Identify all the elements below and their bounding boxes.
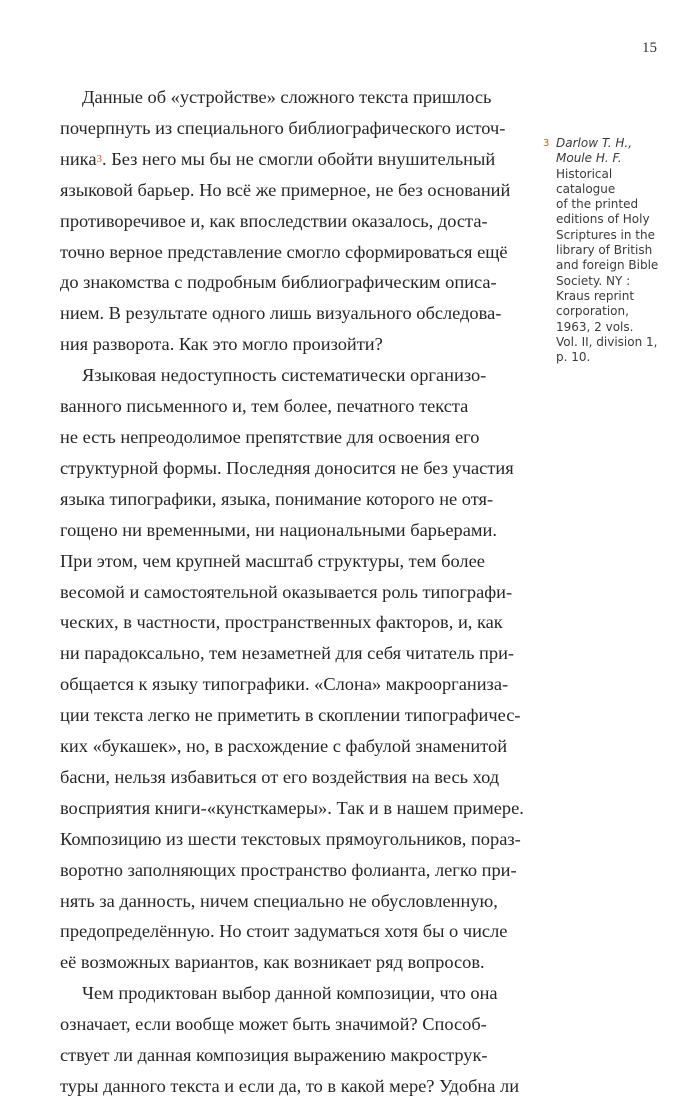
text-line: ния разворота. Как это могло произойти? — [60, 334, 383, 355]
footnote-reference[interactable]: 3 — [96, 152, 103, 165]
text-line: ких «букашек», но, в расхождение с фабулой знаменитой — [60, 736, 508, 757]
text-line: точно верное представление смогло сформироваться ещё — [60, 241, 508, 262]
text-line: означает, если вообще может быть значимой? Способ- — [60, 1014, 487, 1035]
body-text — [60, 82, 530, 1102]
text-line: гощено ни временными, ни национальными барьерами. — [60, 519, 497, 540]
text-line: её возможных вариантов, как возникает ряд вопросов. — [60, 952, 485, 973]
text-line: ствует ли данная композиция выражению макрострук- — [60, 1045, 488, 1066]
sidenote-author: Darlow T. H., — [556, 136, 633, 150]
sidenote-number: 3 — [543, 138, 550, 149]
sidenote-line: library of British — [556, 243, 653, 258]
text-fragment: . Без него мы бы не смогли обойти внушительный — [102, 148, 496, 169]
text-line: языка типографики, языка, понимание которого не отя- — [60, 488, 494, 509]
sidenote-line: of the printed — [556, 197, 639, 212]
text-line: басни, нельзя избавиться от его воздействия на весь ход — [60, 766, 500, 787]
sidenote-line: p. 10. — [556, 350, 591, 365]
text-line: воротно заполняющих пространство фолианта, легко при- — [60, 859, 517, 880]
text-line: языковой барьер. Но всё же примерное, не без оснований — [60, 179, 511, 200]
text-line: нять за данность, ничем специально не обусловленную, — [60, 890, 498, 911]
page-number: 15 — [642, 40, 657, 56]
sidenote-line: editions of Holy — [556, 212, 650, 227]
text-line: до знакомства с подробным библиографическим описа- — [60, 272, 497, 293]
text-line — [60, 144, 530, 175]
sidenote-line: Historical — [556, 166, 613, 181]
sidenote-line: catalogue — [556, 181, 616, 196]
text-line: почерпнуть из специального библиографического источ- — [60, 117, 506, 138]
sidenote-line: and foreign Bible — [556, 258, 659, 273]
text-line: ванного письменного и, тем более, печатного текста — [60, 396, 469, 417]
sidenote-line: Kraus reprint — [556, 288, 635, 303]
sidenote — [543, 136, 684, 365]
sidenote-author: Moule H. F. — [556, 151, 622, 166]
sidenote-line: 1963, 2 vols. — [556, 319, 634, 334]
text-line: восприятия книги-«кунсткамеры». Так и в нашем примере. — [60, 797, 524, 818]
text-line: ции текста легко не приметить в скоплении типографичес- — [60, 705, 521, 726]
text-line: Чем продиктован выбор данной композиции, что она — [82, 983, 498, 1004]
text-line: ни парадоксально, тем незаметней для себя читатель при- — [60, 643, 515, 664]
sidenote-line: Vol. II, division 1, — [556, 334, 658, 349]
text-line: ческих, в частности, пространственных факторов, и, как — [60, 612, 503, 633]
text-line: Композицию из шести текстовых прямоугольников, пораз- — [60, 828, 521, 849]
text-line: весомой и самостоятельной оказывается роль типографи- — [60, 581, 513, 602]
text-line: При этом, чем крупней масштаб структуры, тем более — [60, 550, 485, 571]
text-line: нием. В результате одного лишь визуального обследова- — [60, 303, 502, 324]
sidenote-line: Scriptures in the — [556, 227, 655, 242]
sidenote-line: corporation, — [556, 304, 629, 319]
text-line: не есть непреодолимое препятствие для освоения его — [60, 426, 480, 447]
sidenote-line: Society. NY : — [556, 273, 631, 288]
text-line: предопределённую. Но стоит задуматься хотя бы о числе — [60, 921, 508, 942]
text-line: структурной формы. Последняя доносится не без участия — [60, 457, 514, 478]
text-line: общается к языку типографики. «Слона» макроорганиза- — [60, 674, 509, 695]
text-line: Данные об «устройстве» сложного текста пришлось — [82, 87, 492, 107]
text-line: Языковая недоступность систематически организо- — [82, 365, 487, 386]
text-line: противоречивое и, как впоследствии оказалось, доста- — [60, 210, 488, 231]
text-fragment: ника — [60, 148, 97, 169]
text-line: туры данного текста и если да, то в какой мере? Удобна ли — [60, 1076, 520, 1096]
